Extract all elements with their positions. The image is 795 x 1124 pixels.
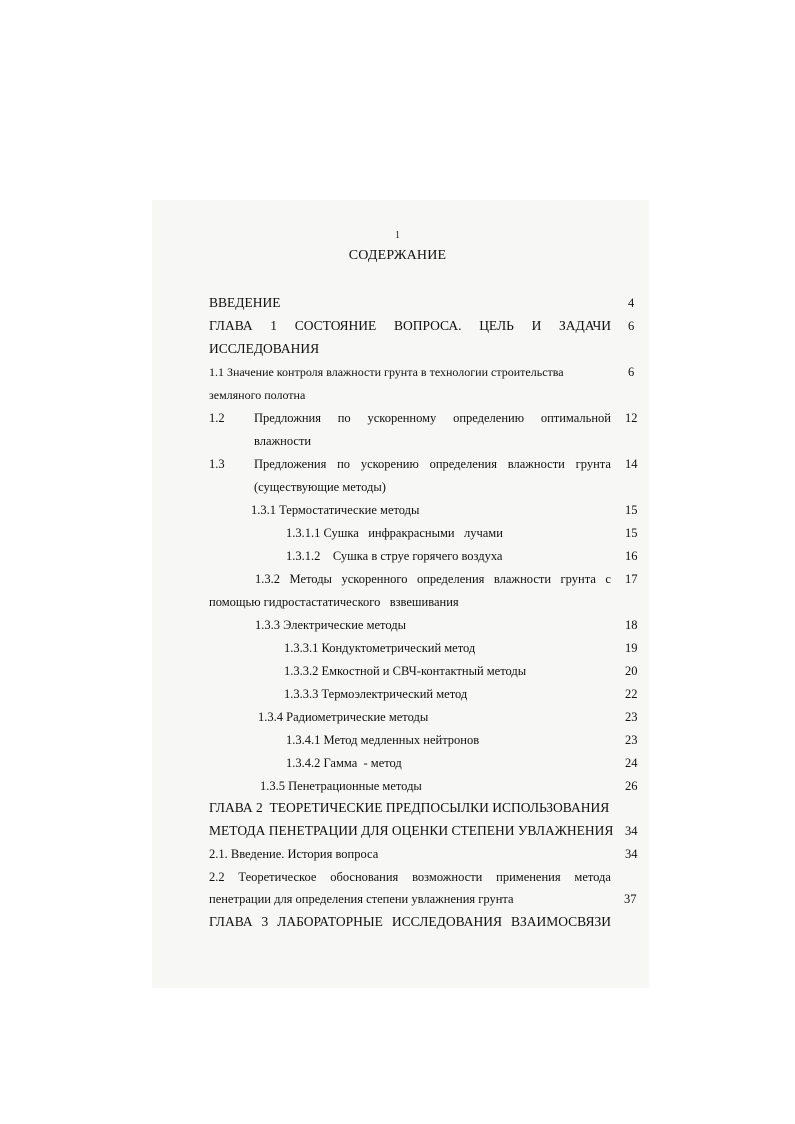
toc-entry-1-3-4-2: 1.3.4.2 Гамма - метод <box>286 756 402 770</box>
toc-entry-1-3: Предложения по ускорению определения влажности грунта <box>254 457 611 471</box>
page-number: 1 <box>395 230 400 241</box>
toc-page-1-1: 6 <box>628 365 635 379</box>
toc-entry-1-3-3: 1.3.3 Электрические методы <box>255 618 406 632</box>
toc-num-1-3: 1.3 <box>209 457 225 471</box>
toc-entry-1-3-3-1: 1.3.3.1 Кондуктометрический метод <box>284 641 476 655</box>
toc-entry-1-3-2-line2: помощью гидростастатического взвешивания <box>209 595 459 609</box>
toc-page-1-3-5: 26 <box>625 779 638 793</box>
toc-entry-1-3-4-1: 1.3.4.1 Метод медленных нейтронов <box>286 733 480 747</box>
toc-page-intro: 4 <box>628 296 635 310</box>
toc-page-1-3: 14 <box>625 457 638 471</box>
toc-page-1-3-4: 23 <box>625 710 638 724</box>
toc-entry-1-3-3-3: 1.3.3.3 Термоэлектрический метод <box>284 687 468 701</box>
toc-entry-1-3-1-1: 1.3.1.1 Сушка инфракрасными лучами <box>286 526 503 540</box>
toc-entry-1-3-1: 1.3.1 Термостатические методы <box>251 503 420 517</box>
toc-page-1-3-4-1: 23 <box>625 733 638 747</box>
toc-page-2-1: 34 <box>625 847 638 861</box>
page-title: СОДЕРЖАНИЕ <box>348 248 447 263</box>
toc-entry-1-3-3-2: 1.3.3.2 Емкостной и СВЧ-контактный методы <box>284 664 527 678</box>
toc-entry-chapter-2-line2: МЕТОДА ПЕНЕТРАЦИИ ДЛЯ ОЦЕНКИ СТЕПЕНИ УВЛАЖНЕНИЯ <box>209 823 614 838</box>
toc-entry-1-2: Предложния по ускоренному определению оптимальной <box>254 411 611 425</box>
toc-entry-chapter-1: ГЛАВА 1 СОСТОЯНИЕ ВОПРОСА. ЦЕЛЬ И ЗАДАЧИ <box>209 318 611 333</box>
toc-page-1-3-3: 18 <box>625 618 638 632</box>
toc-entry-2-1: 2.1. Введение. История вопроса <box>209 847 379 861</box>
toc-num-1-2: 1.2 <box>209 411 225 425</box>
toc-page-1-2: 12 <box>625 411 638 425</box>
toc-page-chapter-1: 6 <box>628 319 635 333</box>
toc-entry-2-2: 2.2 Теоретическое обоснования возможности применения метода <box>209 870 611 884</box>
toc-page-1-3-3-3: 22 <box>625 687 638 701</box>
toc-page-1-3-3-2: 20 <box>625 664 638 678</box>
toc-page-1-3-1-1: 15 <box>625 526 638 540</box>
toc-page-chapter-2: 34 <box>625 824 638 838</box>
toc-entry-1-2-line2: влажности <box>254 434 312 448</box>
toc-entry-1-1-line2: земляного полотна <box>209 388 306 402</box>
toc-entry-1-3-2: 1.3.2 Методы ускоренного определения влажности грунта с <box>255 572 611 586</box>
toc-page-2-2: 37 <box>624 892 637 906</box>
toc-entry-chapter-2: ГЛАВА 2 ТЕОРЕТИЧЕСКИЕ ПРЕДПОСЫЛКИ ИСПОЛЬЗОВАНИЯ <box>209 800 610 815</box>
toc-page-1-3-4-2: 24 <box>625 756 638 770</box>
toc-entry-1-3-line2: (существующие методы) <box>254 480 386 494</box>
toc-page-1-3-2: 17 <box>625 572 638 586</box>
toc-entry-1-3-5: 1.3.5 Пенетрационные методы <box>260 779 422 793</box>
toc-page-1-3-1-2: 16 <box>625 549 638 563</box>
toc-page-1-3-3-1: 19 <box>625 641 638 655</box>
toc-page-1-3-1: 15 <box>625 503 638 517</box>
toc-entry-intro: ВВЕДЕНИЕ <box>209 295 281 310</box>
toc-entry-1-1: 1.1 Значение контроля влажности грунта в технологии строительства <box>209 365 564 379</box>
toc-entry-chapter-3: ГЛАВА 3 ЛАБОРАТОРНЫЕ ИССЛЕДОВАНИЯ ВЗАИМОСВЯЗИ <box>209 914 611 929</box>
toc-entry-1-3-1-2: 1.3.1.2 Сушка в струе горячего воздуха <box>286 549 503 563</box>
toc-entry-chapter-1-line2: ИССЛЕДОВАНИЯ <box>209 341 320 356</box>
toc-entry-2-2-line2: пенетрации для определения степени увлажнения грунта <box>209 892 514 906</box>
toc-entry-1-3-4: 1.3.4 Радиометрические методы <box>258 710 429 724</box>
